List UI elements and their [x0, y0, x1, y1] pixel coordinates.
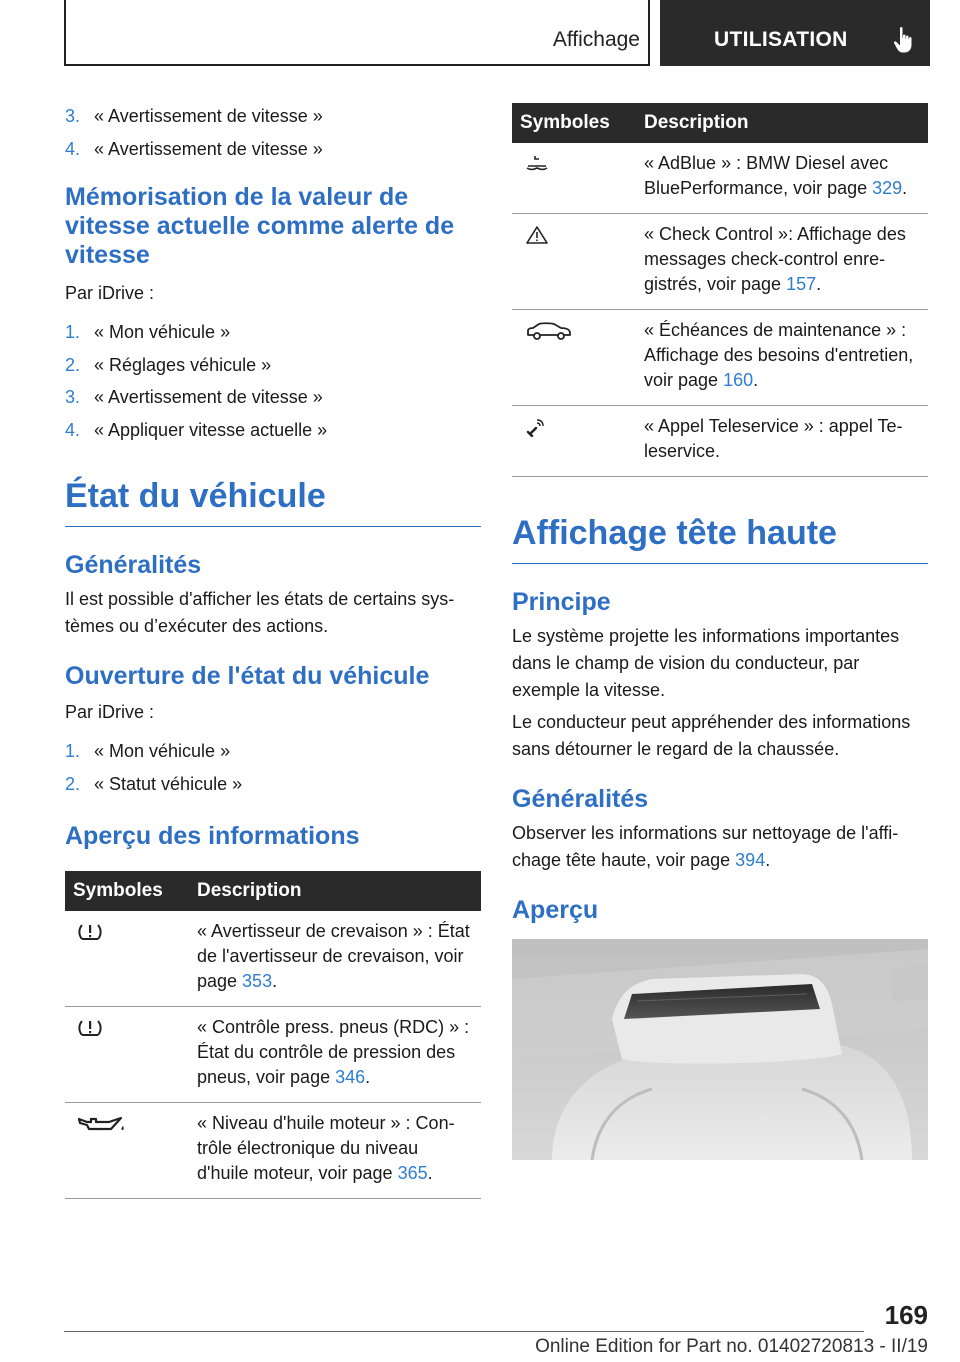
list-item: 3. « Avertissement de vitesse » [65, 106, 323, 126]
row-description: « Appel Teleservice » : appel Teleservice. [644, 416, 903, 461]
table-row: « Échéances de maintenance » : Affichage des besoins d'entretien, voir page 160. [512, 310, 928, 406]
row-description: « Contrôle press. pneus (RDC) » : État du contrôle de pression des pneus, voir page [197, 1017, 470, 1087]
row-description: « Avertisseur de crevaison » : État de l'avertisseur de crevaison, voir page [197, 921, 470, 991]
row-description: « AdBlue » : BMW Diesel avec BluePerformance, voir page [644, 153, 889, 198]
row-description: « Check Control »: Affichage des messages check-control enregistrés, voir page [644, 224, 906, 294]
table-header-description: Description [189, 871, 481, 911]
page-link[interactable]: 329 [872, 178, 903, 198]
page-link[interactable]: 353 [242, 971, 273, 991]
generalites-heading: Généralités [65, 551, 202, 579]
list-item: 4. « Appliquer vitesse actuelle » [65, 419, 328, 440]
symbols-table-left [65, 871, 481, 1199]
page-link[interactable]: 346 [335, 1067, 366, 1087]
right-column [512, 103, 928, 1160]
steps-list-3 [65, 735, 481, 800]
table-header-row [65, 871, 481, 911]
list-item: 2. « Statut véhicule » [65, 773, 243, 794]
header-chapter-tab[interactable] [660, 0, 930, 66]
hud-dashboard-photo [512, 939, 928, 1160]
principe-heading: Principe [512, 588, 611, 616]
steps-list-1 [65, 100, 481, 165]
table-row: « Contrôle press. pneus (RDC) » : État du contrôle de pression des pneus, voir page 346. [65, 1007, 481, 1103]
list-item: 3. « Avertissement de vitesse » [65, 387, 323, 407]
list-item: 4. « Avertissement de vitesse » [65, 138, 323, 159]
page-link[interactable]: 160 [723, 370, 754, 390]
table-header-row [512, 103, 928, 143]
list-item: 1. « Mon véhicule » [65, 741, 231, 761]
footer-edition: Online Edition for Part no. 01402720813 - II/19 [535, 1336, 928, 1357]
header-section-title: Affichage [552, 28, 640, 51]
oil-can-icon [77, 1114, 127, 1134]
principe-paragraph-2: Le conducteur peut appréhender des informations sans détourner le regard de la chaussée. [512, 712, 911, 759]
apercu-heading: Aperçu [512, 896, 599, 924]
page-link[interactable]: 157 [786, 274, 817, 294]
table-row: « AdBlue » : BMW Diesel avec BluePerformance, voir page 329. [512, 143, 928, 214]
ouverture-heading: Ouverture de l'état du véhicule [65, 662, 430, 690]
teleservice-icon [524, 417, 550, 437]
warning-triangle-icon [524, 225, 550, 245]
tire-pressure-warning-icon [77, 1018, 103, 1038]
generalites-text: Il est possible d'afficher les états de certains systèmes ou d’exécuter des actions. [65, 589, 455, 636]
left-column [65, 100, 481, 1199]
adblue-icon [524, 154, 550, 174]
generalites-heading-right: Généralités [512, 785, 649, 813]
memo-intro: Par iDrive : [65, 283, 155, 303]
etat-title: État du véhicule [65, 476, 481, 527]
list-item: 1. « Mon véhicule » [65, 322, 231, 342]
table-row: « Niveau d'huile moteur » : Contrôle électronique du niveau d'huile moteur, voir page 365. [65, 1103, 481, 1199]
footer-divider [64, 1331, 864, 1332]
page-header [64, 0, 930, 66]
row-description: « Niveau d'huile moteur » : Contrôle électronique du niveau d'huile moteur, voir page [197, 1113, 455, 1183]
car-service-icon [524, 321, 574, 341]
memo-heading: Mémorisation de la valeur de vitesse actuelle comme alerte de vitesse [65, 183, 455, 269]
row-description: « Échéances de maintenance » : Affichage des besoins d'entretien, voir page [644, 320, 914, 390]
table-row: « Avertisseur de crevaison » : État de l'avertisseur de crevaison, voir page 353. [65, 911, 481, 1007]
table-row: « Check Control »: Affichage des messages check-control enregistrés, voir page 157. [512, 214, 928, 310]
symbols-table-right [512, 103, 928, 477]
table-header-symbols: Symboles [65, 871, 189, 911]
page-link[interactable]: 394 [735, 850, 766, 870]
page-number: 169 [884, 1300, 928, 1330]
table-header-symbols: Symboles [512, 103, 636, 143]
table-header-description: Description [636, 103, 928, 143]
apercu-informations-heading: Aperçu des informations [65, 822, 360, 850]
table-row [512, 406, 928, 477]
ouverture-intro: Par iDrive : [65, 702, 155, 722]
list-item: 2. « Réglages véhicule » [65, 354, 272, 375]
header-chapter-label: UTILISATION [714, 28, 848, 51]
pointing-hand-icon [892, 26, 916, 54]
hud-title: Affichage tête haute [512, 513, 928, 564]
header-section-box [64, 0, 650, 66]
page-link[interactable]: 365 [397, 1163, 428, 1183]
generalites-text-right: Observer les informations sur nettoyage de l'affichage tête haute, voir page 394. [512, 823, 899, 870]
steps-list-2 [65, 316, 481, 446]
principe-paragraph-1: Le système projette les informations importantes dans le champ de vision du conducteur, par exemple la vitesse. [512, 626, 900, 700]
tire-pressure-warning-icon [77, 922, 103, 942]
